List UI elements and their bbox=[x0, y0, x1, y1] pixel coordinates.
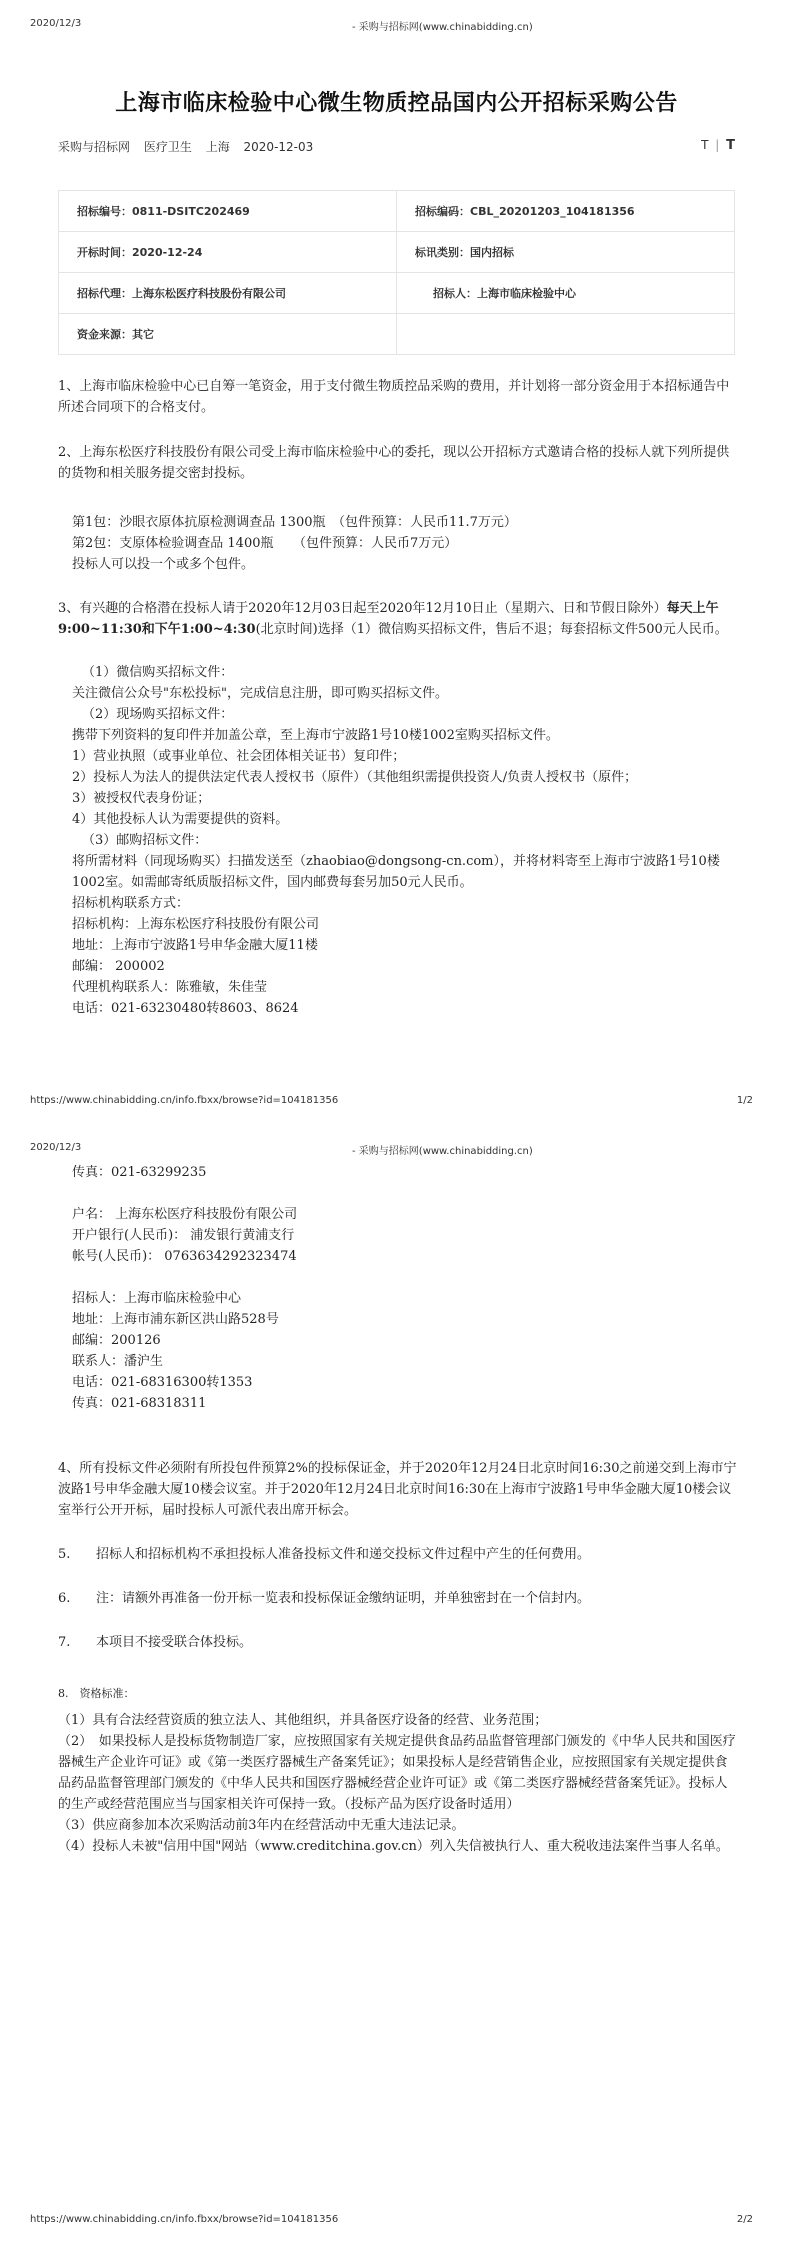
qualification-list bbox=[58, 1710, 738, 1857]
agency-address: 地址：上海市宁波路1号申华金融大厦11楼 bbox=[72, 938, 318, 953]
tenderer-name: 招标人：上海市临床检验中心 bbox=[72, 1291, 242, 1306]
breadcrumb-region[interactable]: 上海 bbox=[205, 140, 230, 154]
tenderer-postcode: 邮编：200126 bbox=[72, 1333, 161, 1348]
site-item-1: 1）营业执照（或事业单位、社会团体相关证书）复印件； bbox=[72, 749, 406, 764]
agency-fax: 传真：021-63299235 bbox=[72, 1165, 207, 1180]
page2-footer-url[interactable]: https://www.chinabidding.cn/info.fbxx/browse?id=104181356 bbox=[30, 2214, 339, 2225]
empty-cell bbox=[397, 314, 735, 355]
bid-tenderer: 招标人：上海市临床检验中心 bbox=[397, 273, 735, 314]
mail-text: 将所需材料（同现场购买）扫描发送至（zhaobiao@dongsong-cn.com），并将材料寄至上海市宁波路1号10楼1002室。如需邮寄纸质版招标文件，国内邮费每套另加50元人民币。 bbox=[72, 854, 720, 890]
paragraph-3: 3、有兴趣的合格潜在投标人请于2020年12月03日起至2020年12月10日止（星期六、日和节假日除外）每天上午9:00~11:30和下午1:00~4:30(北京时间)选择（1）微信购买招标文件，售后不退；每套招标文件500元人民币。 bbox=[58, 601, 728, 637]
paragraph-7: 7. 本项目不接受联合体投标。 bbox=[58, 1635, 253, 1650]
lot-2: 第2包：支原体检验调查品 1400瓶 （包件预算：人民币7万元） bbox=[72, 536, 458, 551]
wechat-title: （1）微信购买招标文件： bbox=[82, 665, 234, 680]
page-title: 上海市临床检验中心微生物质控品国内公开招标采购公告 bbox=[115, 91, 678, 116]
tenderer-phone: 电话：021-68316300转1353 bbox=[72, 1375, 253, 1390]
qualification-4: （4）投标人未被"信用中国"网站（www.creditchina.gov.cn）列入失信被执行人、重大税收违法案件当事人名单。 bbox=[58, 1839, 729, 1854]
page-header-date: 2020/12/3 bbox=[30, 18, 82, 29]
site-title: （2）现场购买招标文件： bbox=[82, 707, 234, 722]
bid-agent: 招标代理：上海东松医疗科技股份有限公司 bbox=[59, 273, 397, 314]
qualification-heading: 8. 资格标准： bbox=[58, 1687, 135, 1700]
tenderer-fax: 传真：021-68318311 bbox=[72, 1396, 207, 1411]
site-text: 携带下列资料的复印件并加盖公章，至上海市宁波路1号10楼1002室购买招标文件。 bbox=[72, 728, 559, 743]
page-header-title: - 采购与招标网(www.chinabidding.cn) bbox=[352, 22, 533, 33]
open-time: 开标时间：2020-12-24 bbox=[59, 232, 397, 273]
agency-phone: 电话：021-63230480转8603、8624 bbox=[72, 1001, 299, 1016]
page-footer-url[interactable]: https://www.chinabidding.cn/info.fbxx/browse?id=104181356 bbox=[30, 1095, 339, 1106]
breadcrumb-site[interactable]: 采购与招标网 bbox=[58, 140, 131, 154]
tenderer-address: 地址：上海市浦东新区洪山路528号 bbox=[72, 1312, 279, 1327]
page2-header-title: - 采购与招标网(www.chinabidding.cn) bbox=[352, 1146, 533, 1157]
account-number: 帐号(人民币)： 0763634292323474 bbox=[72, 1249, 297, 1264]
account-name: 户名： 上海东松医疗科技股份有限公司 bbox=[72, 1207, 298, 1222]
text-size-large-button[interactable]: T bbox=[726, 138, 735, 153]
page2-footer-number: 2/2 bbox=[736, 2214, 753, 2225]
wechat-text: 关注微信公众号"东松投标"，完成信息注册，即可购买招标文件。 bbox=[72, 686, 448, 701]
text-size-small-button[interactable]: T bbox=[701, 138, 709, 152]
purchase-methods bbox=[58, 662, 738, 1019]
info-table bbox=[58, 190, 735, 355]
fund-source: 资金来源：其它 bbox=[59, 314, 397, 355]
text-size-controls: T | T bbox=[701, 138, 735, 153]
breadcrumb-category[interactable]: 医疗卫生 bbox=[143, 140, 192, 154]
breadcrumb bbox=[58, 138, 323, 155]
bank-name: 开户银行(人民币)： 浦发银行黄浦支行 bbox=[72, 1228, 295, 1243]
site-item-3: 3）被授权代表身份证； bbox=[72, 791, 211, 806]
paragraph-6: 6. 注：请额外再准备一份开标一览表和投标保证金缴纳证明，并单独密封在一个信封内。 bbox=[58, 1591, 591, 1606]
bid-code: 招标编码：CBL_20201203_104181356 bbox=[397, 191, 735, 232]
agency-contacts: 代理机构联系人：陈雅敏，朱佳莹 bbox=[72, 980, 268, 995]
paragraph-1: 1、上海市临床检验中心已自筹一笔资金，用于支付微生物质控品采购的费用，并计划将一部分资金用于本招标通告中所述合同项下的合格支付。 bbox=[58, 379, 730, 415]
paragraph-4: 4、所有投标文件必须附有所投包件预算2%的投标保证金，并于2020年12月24日北京时间16:30之前递交到上海市宁波路1号申华金融大厦10楼会议室。并于2020年12月24日北京时间16:30在上海市宁波路1号申华金融大厦10楼会议室举行公开开标，届时投标人可派代表出席开标会。 bbox=[58, 1461, 737, 1518]
site-item-4: 4）其他投标人认为需要提供的资料。 bbox=[72, 812, 289, 827]
tenderer-contact: 联系人：潘沪生 bbox=[72, 1354, 164, 1369]
site-item-2: 2）投标人为法人的提供法定代表人授权书（原件）（其他组织需提供投资人/负责人授权书（原件； bbox=[72, 770, 638, 785]
paragraph-5: 5. 招标人和招标机构不承担投标人准备投标文件和递交投标文件过程中产生的任何费用。 bbox=[58, 1547, 591, 1562]
bid-category: 标讯类别：国内招标 bbox=[397, 232, 735, 273]
page2-header-date: 2020/12/3 bbox=[30, 1142, 82, 1153]
qualification-1: （1）具有合法经营资质的独立法人、其他组织，并具备医疗设备的经营、业务范围； bbox=[58, 1713, 548, 1728]
agency-name: 招标机构：上海东松医疗科技股份有限公司 bbox=[72, 917, 320, 932]
page-footer-number: 1/2 bbox=[736, 1095, 753, 1106]
bid-number: 招标编号：0811-DSITC202469 bbox=[59, 191, 397, 232]
qualification-3: （3）供应商参加本次采购活动前3年内在经营活动中无重大违法记录。 bbox=[58, 1818, 465, 1833]
lot-note: 投标人可以投一个或多个包件。 bbox=[72, 557, 255, 572]
paragraph-2: 2、上海东松医疗科技股份有限公司受上海市临床检验中心的委托，现以公开招标方式邀请合格的投标人就下列所提供的货物和相关服务提交密封投标。 bbox=[58, 445, 730, 481]
qualification-2: （2） 如果投标人是投标货物制造厂家，应按照国家有关规定提供食品药品监督管理部门颁发的《中华人民共和国医疗器械生产企业许可证》或《第一类医疗器械生产备案凭证》；如果投标人是经营销售企业，应按照国家有关规定提供食品药品监督管理部门颁发的《中华人民共和国医疗器械经营企业许可证》或《第二类医疗器械经营备案凭证》。投标人的生产或经营范围应当与国家相关许可保持一致。（投标产品为医疗设备时适用） bbox=[58, 1734, 736, 1812]
mail-title: （3）邮购招标文件： bbox=[82, 833, 208, 848]
lot-1: 第1包：沙眼衣原体抗原检测调查品 1300瓶 （包件预算：人民币11.7万元） bbox=[72, 515, 517, 530]
breadcrumb-date: 2020-12-03 bbox=[243, 140, 314, 154]
agency-bank-info bbox=[58, 1162, 738, 1414]
lot-list bbox=[58, 512, 738, 575]
contact-title: 招标机构联系方式： bbox=[72, 896, 190, 911]
agency-postcode: 邮编： 200002 bbox=[72, 959, 165, 974]
